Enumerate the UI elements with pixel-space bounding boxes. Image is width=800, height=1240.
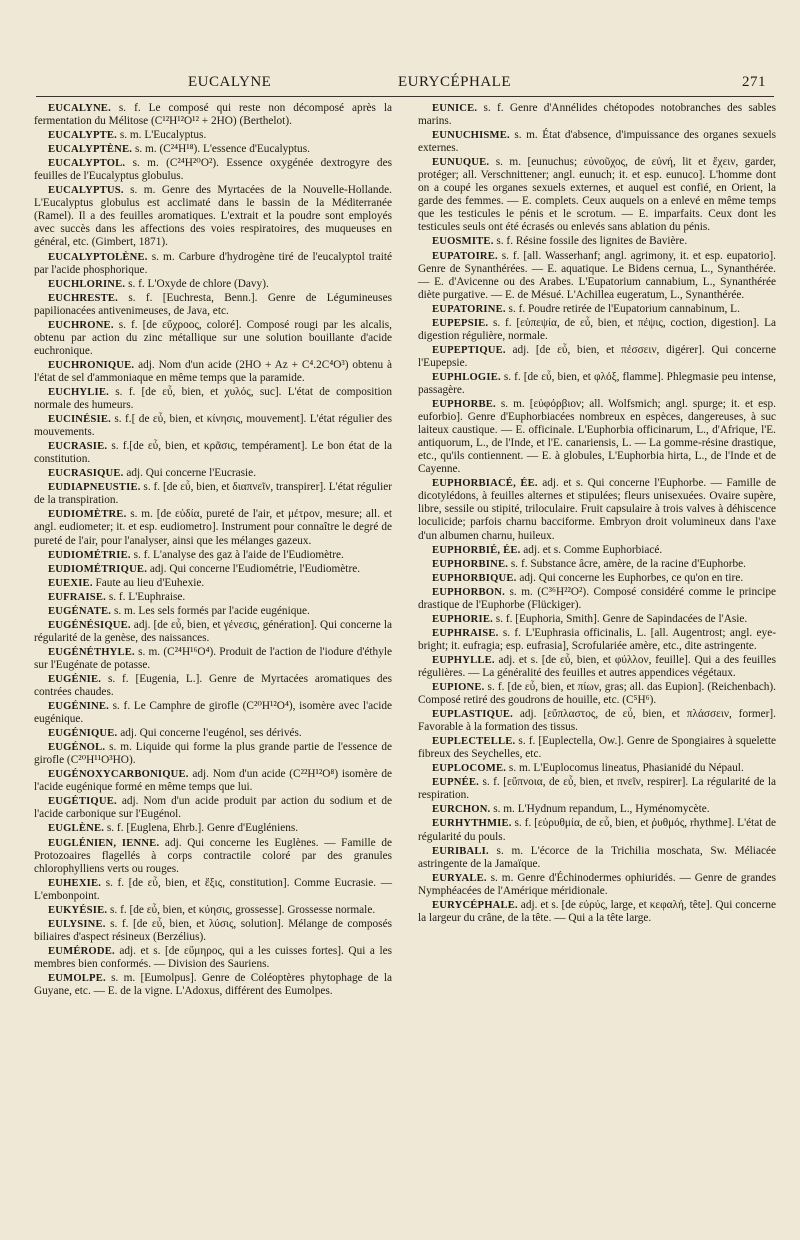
dictionary-entry: [418, 371, 776, 397]
dictionary-entry: [34, 577, 392, 590]
dictionary-entry: [418, 250, 776, 302]
entry-definition: s. m. L'Hydnum repandum, L., Hyménomycète.: [490, 803, 710, 816]
entry-headword: EURYALE.: [432, 872, 487, 884]
entry-headword: EUPLASTIQUE.: [432, 709, 513, 721]
dictionary-entry: [418, 613, 776, 626]
entry-definition: s. f. [Euglena, Ehrb.]. Genre d'Eugléniens.: [104, 822, 299, 835]
dictionary-entry: [418, 477, 776, 542]
entry-headword: EUGÉTIQUE.: [48, 796, 117, 808]
dictionary-entry: [34, 837, 392, 876]
dictionary-entry: [34, 619, 392, 645]
entry-definition: s. m. [de εὐδία, pureté de l'air, et μέτρον, mesure; all. et angl. eudiometer; it. et esp. eudiometro]. Instrument pour connaître le degré de pureté de l'air, pour l'analyser, ainsi que les mélanges gazeux.: [34, 508, 392, 547]
entry-headword: EUNUCHISME.: [432, 130, 510, 142]
entry-headword: EUOSMITE.: [432, 236, 494, 248]
entry-headword: EUPHLOGIE.: [432, 371, 501, 383]
entry-definition: adj. Qui concerne l'Eucrasie.: [123, 467, 257, 480]
dictionary-entry: [34, 184, 392, 249]
dictionary-entry: [34, 508, 392, 547]
dictionary-entry: [418, 845, 776, 871]
entry-definition: s. f. [εὐρυθμία, de εὖ, bien, et ῥυθμός, rhythme]. L'état de régularité du pouls.: [418, 817, 776, 843]
dictionary-entry: [34, 129, 392, 142]
dictionary-entry: [34, 605, 392, 618]
entry-headword: EUCALYPTOL.: [48, 158, 126, 170]
entry-headword: EUGÉNÉTHYLE.: [48, 646, 135, 658]
dictionary-entry: [418, 654, 776, 680]
entry-definition: s. f.[ de εὖ, bien, et κίνησις, mouvement]. L'état régulier des mouvements.: [34, 413, 392, 439]
entry-headword: EUGÉNIQUE.: [48, 728, 118, 740]
dictionary-entry: [34, 727, 392, 740]
entry-definition: s. f. [de εὖ, bien, et φλόξ, flamme]. Phlegmasie peu intense, passagère.: [418, 370, 776, 396]
entry-definition: s. f. L'Oxyde de chlore (Davy).: [125, 277, 269, 290]
entry-definition: Faute au lieu d'Euhexie.: [92, 576, 205, 589]
entry-definition: s. m. Les sels formés par l'acide eugénique.: [111, 604, 310, 617]
entry-definition: adj. Qui concerne les Euphorbes, ce qu'on en tire.: [516, 571, 744, 584]
entry-definition: s. f. Résine fossile des lignites de Bavière.: [493, 235, 688, 248]
dictionary-entry: [418, 156, 776, 234]
entry-definition: s. f. [de εὖ, bien, et χυλός, suc]. L'état de composition normale des humeurs.: [34, 385, 392, 412]
entry-definition: s. m. [Eumolpus]. Genre de Coléoptères phytophage de la Guyane, etc. — E. de la vigne. L'Adoxus, différent des Eumolpes.: [34, 972, 392, 998]
entry-definition: s. f. L'Euphrasia officinalis, L. [all. Augentrost; angl. eye-bright; it. eufragia; esp. eufrasia], Scrofulariée amère, etc., dite astringente.: [418, 626, 776, 652]
entry-definition: adj. Qui concerne l'eugénol, ses dérivés.: [117, 727, 302, 740]
entry-definition: adj. et s. Qui concerne l'Euphorbe. — Famille de dicotylédons, à feuilles alternes et stipulées; fleurs unisexuées. Ovaire supère, libre, sessile ou stipité, triloculaire. Fruit capsulaire à trois valves à déhiscence loculicide; parfois charnu bacciforme. Embryon droit volumineux dans l'axe d'un albumen charnu, huileux.: [418, 477, 776, 542]
entry-headword: EUPHORIE.: [432, 613, 493, 625]
dictionary-entry: [34, 795, 392, 821]
entry-headword: EUCALYPTE.: [48, 130, 118, 142]
entry-headword: EUCALYPTUS.: [48, 185, 124, 197]
dictionary-entry: [34, 741, 392, 767]
dictionary-entry: [34, 143, 392, 156]
dictionary-entry: [34, 413, 392, 439]
entry-headword: EUCHLORINE.: [48, 278, 126, 290]
entry-headword: EUMÉRODE.: [48, 945, 115, 957]
dictionary-entry: [34, 563, 392, 576]
entry-headword: EUDIAPNEUSTIE.: [48, 482, 141, 494]
entry-definition: s. f. [Euplectella, Ow.]. Genre de Spongiaires à squelette fibreux des Seychelles, etc.: [418, 735, 776, 761]
entry-headword: EUDIOMÉTRIQUE.: [48, 563, 148, 575]
entry-headword: EUPHORBINE.: [432, 558, 509, 570]
dictionary-entry: [418, 735, 776, 761]
entry-headword: EUEXIE.: [48, 577, 93, 589]
dictionary-entry: [34, 102, 392, 128]
entry-definition: adj. [de εὖ, bien, et γένεσις, génération]. Qui concerne la régularité de la genèse, des naissances.: [34, 618, 392, 644]
entry-definition: s. f. Le Camphre de girofle (C²⁰H¹²O⁴), isomère avec l'acide eugénique.: [34, 700, 392, 726]
dictionary-entry: [34, 700, 392, 726]
dictionary-entry: [418, 681, 776, 707]
entry-definition: s. f.[de εὖ, bien, et κρᾶσις, tempérament]. Le bon état de la constitution.: [34, 440, 392, 466]
entry-headword: EUGLÈNE.: [48, 823, 105, 835]
entry-headword: EUCHRONE.: [48, 319, 114, 331]
entry-definition: s. m. Genre des Myrtacées de la Nouvelle-Hollande. L'Eucalyptus globulus est acclimaté dans le bassin de la Méditerranée (Ramel). Il a des feuilles aromatiques. L'extrait et la poudre sont employés avec succès dans les affections des voies respiratoires, des muqueuses en général, etc. (Gimbert, 1871).: [34, 184, 392, 249]
entry-headword: EUCALYPTÈNE.: [48, 144, 133, 156]
dictionary-entry: [34, 278, 392, 291]
dictionary-entry: [34, 768, 392, 794]
dictionary-entry: [418, 572, 776, 585]
left-column: [34, 102, 392, 999]
dictionary-entry: [418, 398, 776, 476]
entry-headword: EUGLÉNIEN, IENNE.: [48, 837, 160, 849]
entry-definition: s. f. [de εὔχροος, coloré]. Composé rougi par les alcalis, obtenu par action du zinc métallique sur une solution bouillante d'acide euchronique.: [34, 318, 392, 357]
entry-headword: EUCRASIE.: [48, 441, 108, 453]
entry-definition: s. f. Substance âcre, amère, de la racine d'Euphorbe.: [508, 557, 746, 570]
entry-definition: adj. Nom d'un acide produit par action du sodium et de l'acide carbonique sur l'Eugénol.: [34, 795, 392, 821]
entry-definition: s. m. L'Eucalyptus.: [117, 129, 207, 142]
entry-headword: EUPATORINE.: [432, 303, 506, 315]
dictionary-entry: [34, 440, 392, 466]
entry-definition: s. m. (C²⁴H¹⁸). L'essence d'Eucalyptus.: [132, 143, 310, 156]
dictionary-entry: [34, 591, 392, 604]
entry-headword: EUPIONE.: [432, 682, 485, 694]
entry-definition: s. f. Poudre retirée de l'Eupatorium cannabinum, L.: [505, 302, 740, 315]
dictionary-entry: [34, 646, 392, 672]
dictionary-entry: [34, 945, 392, 971]
entry-headword: EULYSINE.: [48, 918, 106, 930]
entry-definition: s. m. [εὐφόρβιον; all. Wolfsmich; angl. spurge; it. et esp. euforbio]. Genre d'Euphorbiacées nombreux en espèces, dangereuses, à suc laiteux caustique. — E. officinale. L'Euphorbia officinarum, L., d'Afrique, l'E. antiquorum, L., de l'Inde, et l'E. canariensis, L. — La gomme-résine drastique, etc., qu'ils contiennent. — E. à globules, L'Euphorbia hirta, L., de l'Inde et de Cayenne.: [418, 398, 776, 476]
entry-definition: adj. et s. [de εὐρύς, large, et κεφαλή, tête]. Qui concerne la largeur du crâne, de la tête. — Qui a la tête large.: [418, 898, 776, 924]
dictionary-entry: [34, 673, 392, 699]
dictionary-entry: [418, 129, 776, 155]
dictionary-entry: [34, 292, 392, 318]
entry-headword: EURCHON.: [432, 804, 491, 816]
dictionary-entry: [34, 972, 392, 998]
dictionary-entry: [418, 776, 776, 802]
dictionary-entry: [34, 157, 392, 183]
entry-headword: EUPHRAISE.: [432, 627, 499, 639]
entry-headword: EUCRASIQUE.: [48, 468, 124, 480]
entry-definition: s. m. L'Euplocomus lineatus, Phasianidé du Népaul.: [506, 762, 744, 775]
header-center-word: EURYCÉPHALE: [398, 74, 512, 90]
entry-definition: s. m. Liquide qui forme la plus grande partie de l'essence de girofle (C²⁰H¹¹O³HO).: [34, 741, 392, 767]
header-rule: [36, 96, 774, 97]
entry-definition: adj. Nom d'un acide (C²²H¹²O⁸) isomère de l'acide eugénique formé en même temps que lui.: [34, 768, 392, 794]
entry-definition: adj. [εὔπλαστος, de εὖ, bien, et πλάσσειν, former]. Favorable à la formation des tissus.: [418, 708, 776, 734]
dictionary-entry: [418, 544, 776, 557]
entry-headword: EUCINÉSIE.: [48, 414, 111, 426]
dictionary-entry: [418, 317, 776, 343]
entry-definition: s. f. [Euchresta, Benn.]. Genre de Légumineuses papilionacées antivenimeuses, de Java, etc.: [34, 291, 392, 317]
entry-headword: EUPHORBON.: [432, 586, 505, 598]
dictionary-entry: [418, 344, 776, 370]
dictionary-entry: [34, 904, 392, 917]
entry-definition: s. m. L'écorce de la Trichilia moschata, Sw. Méliacée astringente de la Jamaïque.: [418, 844, 776, 870]
dictionary-entry: [34, 319, 392, 358]
running-header: [40, 74, 770, 96]
entry-definition: adj. Qui concerne les Euglènes. — Famille de Protozoaires flagellés à corps contractile coloré par des granules chlorophylliens verts ou rouges.: [34, 836, 392, 875]
dictionary-entry: [34, 467, 392, 480]
entry-definition: s. f. Le composé qui reste non décomposé après la fermentation du Mélitose (C¹²H¹²O¹² + 2HO) (Berthelot).: [34, 102, 392, 128]
entry-definition: s. f. [εὔπνοια, de εὖ, bien, et πνεῖν, respirer]. La régularité de la respiration.: [418, 776, 776, 802]
entry-headword: EUPEPSIE.: [432, 317, 489, 329]
entry-definition: s. f. [de εὖ, bien, et κύησις, grossesse]. Grossesse normale.: [107, 903, 376, 916]
entry-headword: EURHYTHMIE.: [432, 818, 512, 830]
dictionary-entry: [34, 822, 392, 835]
entry-headword: EUGÉNOXYCARBONIQUE.: [48, 769, 189, 781]
entry-definition: s. f. Genre d'Annélides chétopodes notobranches des sables marins.: [418, 102, 776, 128]
page-number: 271: [742, 74, 766, 90]
dictionary-entry: [34, 918, 392, 944]
entry-headword: EUGÉNOL.: [48, 742, 106, 754]
entry-headword: EUKYÉSIE.: [48, 904, 108, 916]
entry-definition: s. f. [de εὖ, bien, et λύσις, solution]. Mélange de composés biliaires d'aspect résineux (Berzélius).: [34, 917, 392, 943]
dictionary-entry: [418, 586, 776, 612]
entry-headword: EUPATOIRE.: [432, 250, 498, 262]
entry-headword: EURIBALI.: [432, 845, 489, 857]
dictionary-entry: [34, 481, 392, 507]
entry-definition: s. f. L'Euphraise.: [106, 590, 186, 603]
entry-definition: s. m. Carbure d'hydrogène tiré de l'eucalyptol traité par l'acide phosphorique.: [34, 250, 392, 276]
entry-definition: adj. et s. [de εὔμηρος, qui a les cuisses fortes]. Qui a les membres bien conformés. — Division des Sauriens.: [34, 944, 392, 970]
entry-headword: EUCHYLIE.: [48, 386, 109, 398]
entry-headword: EUPHYLLE.: [432, 654, 495, 666]
entry-definition: s. f. [Eugenia, L.]. Genre de Myrtacées aromatiques des contrées chaudes.: [34, 672, 392, 699]
entry-definition: s. f. L'analyse des gaz à l'aide de l'Eudiomètre.: [130, 548, 344, 561]
entry-definition: s. f. [de εὖ, bien, et πίων, gras; all. das Eupion]. (Reichenbach). Composé retiré des goudrons de houille, etc. (C⁵H⁶).: [418, 681, 776, 707]
entry-headword: EUDIOMÈTRE.: [48, 509, 127, 521]
entry-headword: EUPLECTELLE.: [432, 736, 516, 748]
entry-headword: EUCALYNE.: [48, 103, 111, 114]
entry-headword: EUGÉNINE.: [48, 701, 109, 713]
entry-headword: EUHEXIE.: [48, 877, 102, 889]
entry-headword: EUGÉNIE.: [48, 673, 102, 685]
right-column: [418, 102, 776, 926]
dictionary-entry: [418, 899, 776, 925]
entry-headword: EUCHRESTE.: [48, 292, 118, 304]
dictionary-entry: [418, 762, 776, 775]
entry-headword: EUMOLPE.: [48, 973, 106, 984]
dictionary-entry: [34, 359, 392, 385]
entry-definition: adj. Qui concerne l'Eudiométrie, l'Eudiomètre.: [147, 562, 361, 575]
dictionary-entry: [34, 386, 392, 412]
entry-headword: EUPHORBIACÉ, ÉE.: [432, 478, 538, 490]
dictionary-entry: [418, 102, 776, 128]
entry-headword: EUCALYPTOLÈNE.: [48, 251, 148, 263]
entry-headword: EUDIOMÉTRIE.: [48, 549, 131, 561]
entry-definition: s. f. [all. Wasserhanf; angl. agrimony, it. et esp. eupatorio]. Genre de Synanthérées. — E. aquatique. Le Bidens cernua, L., Synanthérée. — E. d'Avicenne ou des Arabes. L'Eupatorium cannabium, L., Synanthérée diète purgative. — E. de Mésué. L'Achillea eugeratum, L., Synanthérée.: [418, 249, 776, 301]
entry-definition: s. f. [de εὖ, bien, et ἕξις, constitution]. Comme Eucrasie. — L'embonpoint.: [34, 876, 392, 902]
dictionary-entry: [418, 872, 776, 898]
entry-headword: EURYCÉPHALE.: [432, 899, 518, 911]
entry-headword: EUGÉNÉSIQUE.: [48, 619, 131, 631]
entry-definition: s. m. [eunuchus; εὐνοῦχος, de εὐνή, lit et ἔχειν, garder, protéger; all. Verschnittener; angl. eunuch; it. et esp. eunuco]. L'homme dont on a coupé les organes sexuels externes, et auquel est confié, en Orient, la garde des femmes. — E. complets. Ceux auquels on a enlevé en même temps que les testicules le pénis et le scrotum. — E. imparfaits. Ceux dont les testicules seuls ont été écrasés ou enlevés sans ablation du pénis.: [418, 156, 776, 234]
entry-headword: EUNUQUE.: [432, 157, 490, 169]
dictionary-entry: [34, 877, 392, 903]
entry-headword: EUPLOCOME.: [432, 763, 507, 775]
entry-headword: EUPNÉE.: [432, 777, 480, 789]
entry-headword: EUPHORBIQUE.: [432, 572, 517, 584]
entry-definition: adj. Nom d'un acide (2HO + Az + C⁴.2C⁴O³) obtenu à l'état de sel d'ammoniaque en même temps que la paramide.: [34, 358, 392, 384]
dictionary-entry: [418, 803, 776, 816]
entry-definition: s. f. [Euphoria, Smith]. Genre de Sapindacées de l'Asie.: [492, 612, 748, 625]
entry-definition: s. m. (C³⁶H²²O²). Composé considéré comme le principe drastique de l'Euphorbe (Flückiger).: [418, 585, 776, 611]
entry-headword: EUPEPTIQUE.: [432, 344, 506, 356]
header-left-word: EUCALYNE: [188, 74, 272, 90]
dictionary-entry: [418, 627, 776, 653]
dictionary-entry: [34, 251, 392, 277]
entry-definition: s. f. [de εὖ, bien, et διαπνεῖν, transpirer]. L'état régulier de la transpiration.: [34, 481, 392, 507]
dictionary-entry: [418, 558, 776, 571]
entry-definition: s. m. (C²⁴H¹⁶O⁴). Produit de l'action de l'iodure d'éthyle sur l'Eugénate de potasse.: [34, 645, 392, 671]
entry-definition: s. m. Genre d'Échinodermes ophiuridés. — Genre de grandes Nymphéacées de l'Amérique méridionale.: [418, 871, 776, 897]
entry-headword: EUPHORBE.: [432, 399, 496, 411]
entry-definition: adj. [de εὖ, bien, et πέσσειν, digérer]. Qui concerne l'Eupepsie.: [418, 343, 776, 369]
entry-headword: EUCHRONIQUE.: [48, 359, 135, 371]
entry-definition: s. m. État d'absence, d'impuissance des organes sexuels externes.: [418, 129, 776, 155]
dictionary-entry: [418, 708, 776, 734]
entry-definition: s. f. [εὐπεψία, de εὖ, bien, et πέψις, coction, digestion]. La digestion régulière, normale.: [418, 316, 776, 342]
dictionary-entry: [418, 235, 776, 248]
entry-definition: s. m. (C²⁴H²⁰O²). Essence oxygénée dextrogyre des feuilles de l'Eucalyptus globulus.: [34, 157, 392, 183]
dictionary-entry: [418, 817, 776, 843]
entry-headword: EUNICE.: [432, 103, 478, 114]
entry-headword: EUFRAISE.: [48, 591, 107, 603]
dictionary-entry: [418, 303, 776, 316]
entry-headword: EUPHORBIÉ, ÉE.: [432, 544, 521, 556]
entry-definition: adj. et s. [de εὖ, bien, et φύλλον, feuille]. Qui a des feuilles régulières. — La généralité des feuilles et autres appendices végétaux.: [418, 653, 776, 679]
entry-headword: EUGÉNATE.: [48, 605, 112, 617]
entry-definition: adj. et s. Comme Euphorbiacé.: [520, 543, 663, 556]
dictionary-entry: [34, 549, 392, 562]
